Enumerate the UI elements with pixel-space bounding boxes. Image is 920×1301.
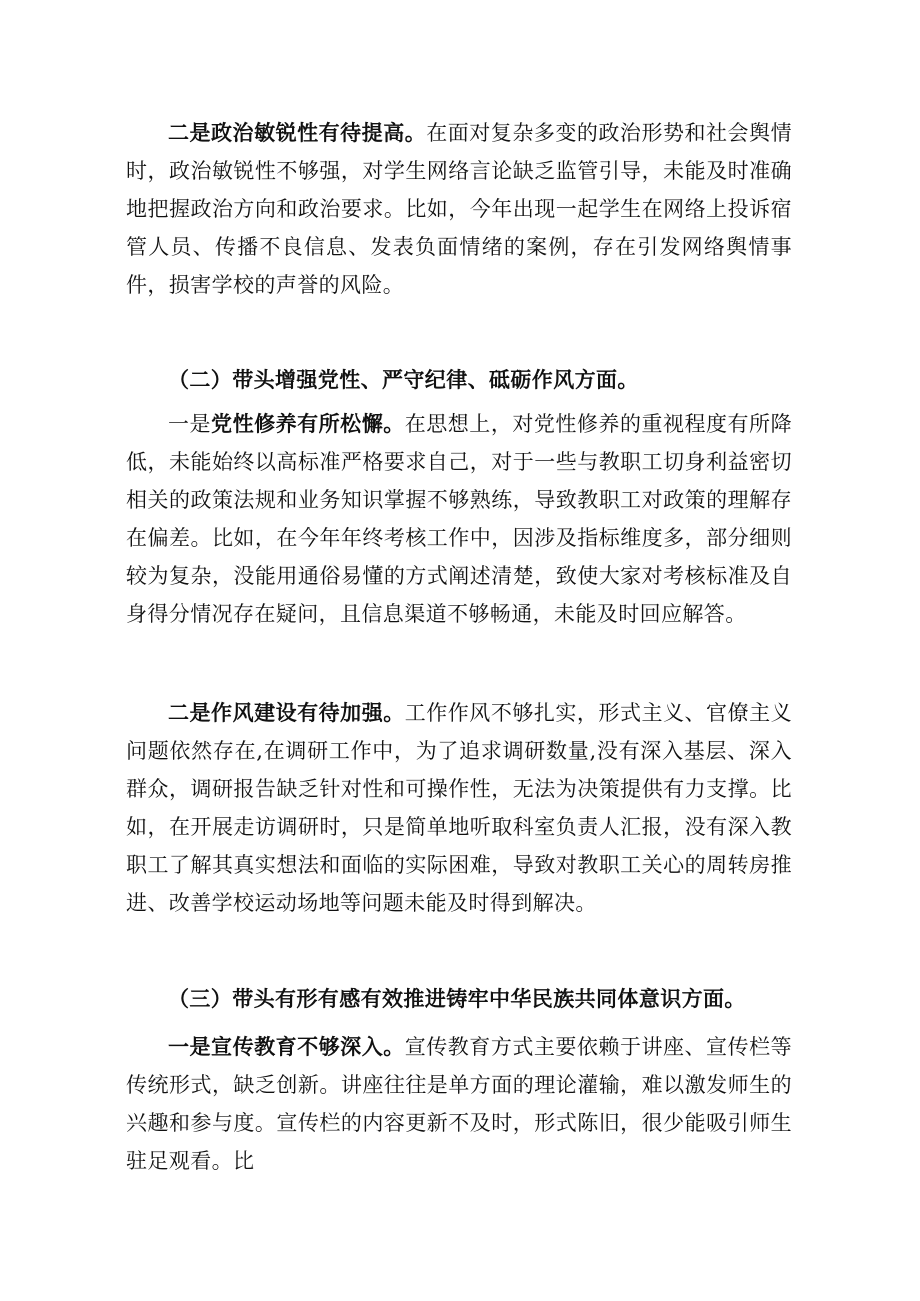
paragraph-body: 宣传教育方式主要依赖于讲座、宣传栏等传统形式，缺乏创新。讲座往往是单方面的理论灌输，难以激发师生的兴趣和参与度。宣传栏的内容更新不及时，形式陈旧，很少能吸引师生驻足观看。比 bbox=[126, 1035, 792, 1173]
paragraph-body: 在面对复杂多变的政治形势和社会舆情时，政治敏锐性不够强，对学生网络言论缺乏监管引导，未能及时准确地把握政治方向和政治要求。比如，今年出现一起学生在网络上投诉宿管人员、传播不良信息、发表负面情绪的案例，存在引发网络舆情事件，损害学校的声誉的风险。 bbox=[126, 121, 792, 297]
paragraph-political-sensitivity bbox=[126, 114, 792, 304]
paragraph-body: 工作作风不够扎实，形式主义、官僚主义问题依然存在,在调研工作中，为了追求调研数量,没有深入基层、深入群众，调研报告缺乏针对性和可操作性，无法为决策提供有力支撑。比如，在开展走访调研时，只是简单地听取科室负责人汇报，没有深入教职工了解其真实想法和面临的实际困难，导致对教职工关心的周转房推进、改善学校运动场地等问题未能及时得到解决。 bbox=[126, 701, 792, 915]
paragraph-lead: 二是政治敏锐性有待提高。 bbox=[168, 120, 427, 145]
paragraph-lead-plain: 一是 bbox=[168, 412, 212, 436]
paragraph-body: 在思想上，对党性修养的重视程度有所降低，未能始终以高标准严格要求自己，对于一些与教职工切身利益密切相关的政策法规和业务知识掌握不够熟练，导致教职工对政策的理解存在偏差。比如，在今年年终考核工作中，因涉及指标维度多，部分细则较为复杂，没能用通俗易懂的方式阐述清楚，致使大家对考核标准及自身得分情况存在疑问，且信息渠道不够畅通，未能及时回应解答。 bbox=[126, 412, 792, 626]
section-heading-3: （三）带头有形有感有效推进铸牢中华民族共同体意识方面。 bbox=[168, 986, 746, 1011]
paragraph-party-spirit bbox=[126, 405, 792, 633]
paragraph-publicity-education bbox=[126, 1028, 792, 1180]
paragraph-lead: 二是作风建设有待加强。 bbox=[168, 700, 405, 725]
paragraph-lead: 一是宣传教育不够深入。 bbox=[168, 1034, 405, 1059]
section-heading-2: （二）带头增强党性、严守纪律、砥砺作风方面。 bbox=[168, 367, 639, 392]
paragraph-work-style bbox=[126, 694, 792, 922]
paragraph-lead: 党性修养有所松懈。 bbox=[211, 411, 405, 436]
